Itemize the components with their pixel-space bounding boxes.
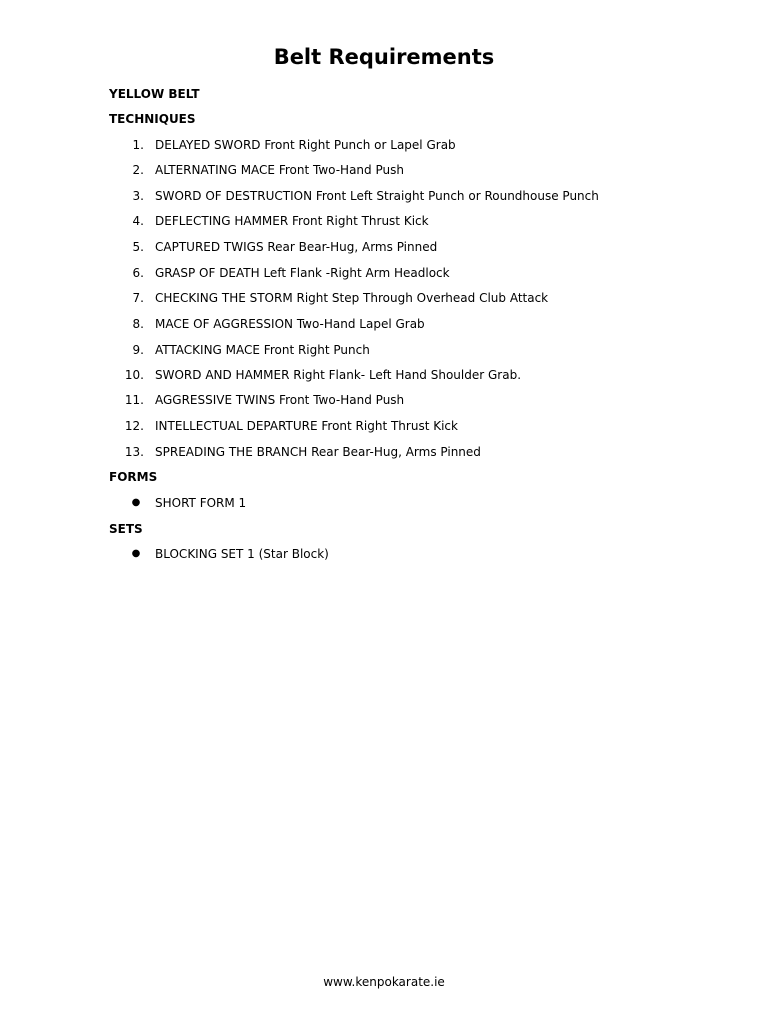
bullet-icon: ● [131,548,141,559]
technique-text: ALTERNATING MACE Front Two-Hand Push [155,163,404,177]
technique-text: ATTACKING MACE Front Right Punch [155,343,370,357]
page-title: Belt Requirements [273,45,495,69]
technique-text: SWORD AND HAMMER Right Flank- Left Hand Shoulder Grab. [155,368,522,382]
footer-website: www.kenpokarate.ie [323,975,445,989]
technique-item [0,316,700,332]
technique-item [0,392,700,408]
technique-number: 7. [132,291,144,305]
technique-number: 13. [124,445,144,459]
technique-number: 3. [132,189,144,203]
technique-item [0,188,700,204]
technique-number: 8. [132,317,144,331]
technique-text: GRASP OF DEATH Left Flank -Right Arm Headlock [155,266,450,280]
technique-item [0,290,700,306]
technique-text: SWORD OF DESTRUCTION Front Left Straight Punch or Roundhouse Punch [155,189,599,203]
technique-number: 11. [124,393,144,407]
form-item [0,495,700,511]
technique-item [0,213,700,229]
technique-item [0,137,700,153]
technique-number: 5. [132,240,144,254]
technique-item [0,162,700,178]
technique-text: CAPTURED TWIGS Rear Bear-Hug, Arms Pinned [155,240,438,254]
set-text: BLOCKING SET 1 (Star Block) [155,547,329,561]
technique-item [0,342,700,358]
technique-number: 2. [132,163,144,177]
technique-item [0,367,700,383]
technique-number: 1. [132,138,144,152]
technique-text: AGGRESSIVE TWINS Front Two-Hand Push [155,393,405,407]
technique-text: SPREADING THE BRANCH Rear Bear-Hug, Arms Pinned [155,445,481,459]
technique-text: DEFLECTING HAMMER Front Right Thrust Kick [155,214,429,228]
technique-item [0,418,700,434]
techniques-heading: TECHNIQUES [109,112,196,126]
technique-item [0,265,700,281]
set-item [0,546,700,562]
forms-heading: FORMS [109,470,158,484]
form-text: SHORT FORM 1 [155,496,247,510]
technique-number: 12. [124,419,144,433]
technique-text: INTELLECTUAL DEPARTURE Front Right Thrust Kick [155,419,458,433]
technique-number: 4. [132,214,144,228]
technique-item [0,239,700,255]
section-heading-yellow-belt: YELLOW BELT [109,87,200,101]
bullet-icon: ● [131,497,141,508]
technique-text: MACE OF AGGRESSION Two-Hand Lapel Grab [155,317,425,331]
technique-item [0,444,700,460]
technique-text: DELAYED SWORD Front Right Punch or Lapel Grab [155,138,456,152]
technique-number: 9. [132,343,144,357]
technique-number: 6. [132,266,144,280]
technique-text: CHECKING THE STORM Right Step Through Overhead Club Attack [155,291,549,305]
technique-number: 10. [124,368,144,382]
sets-heading: SETS [109,522,143,536]
